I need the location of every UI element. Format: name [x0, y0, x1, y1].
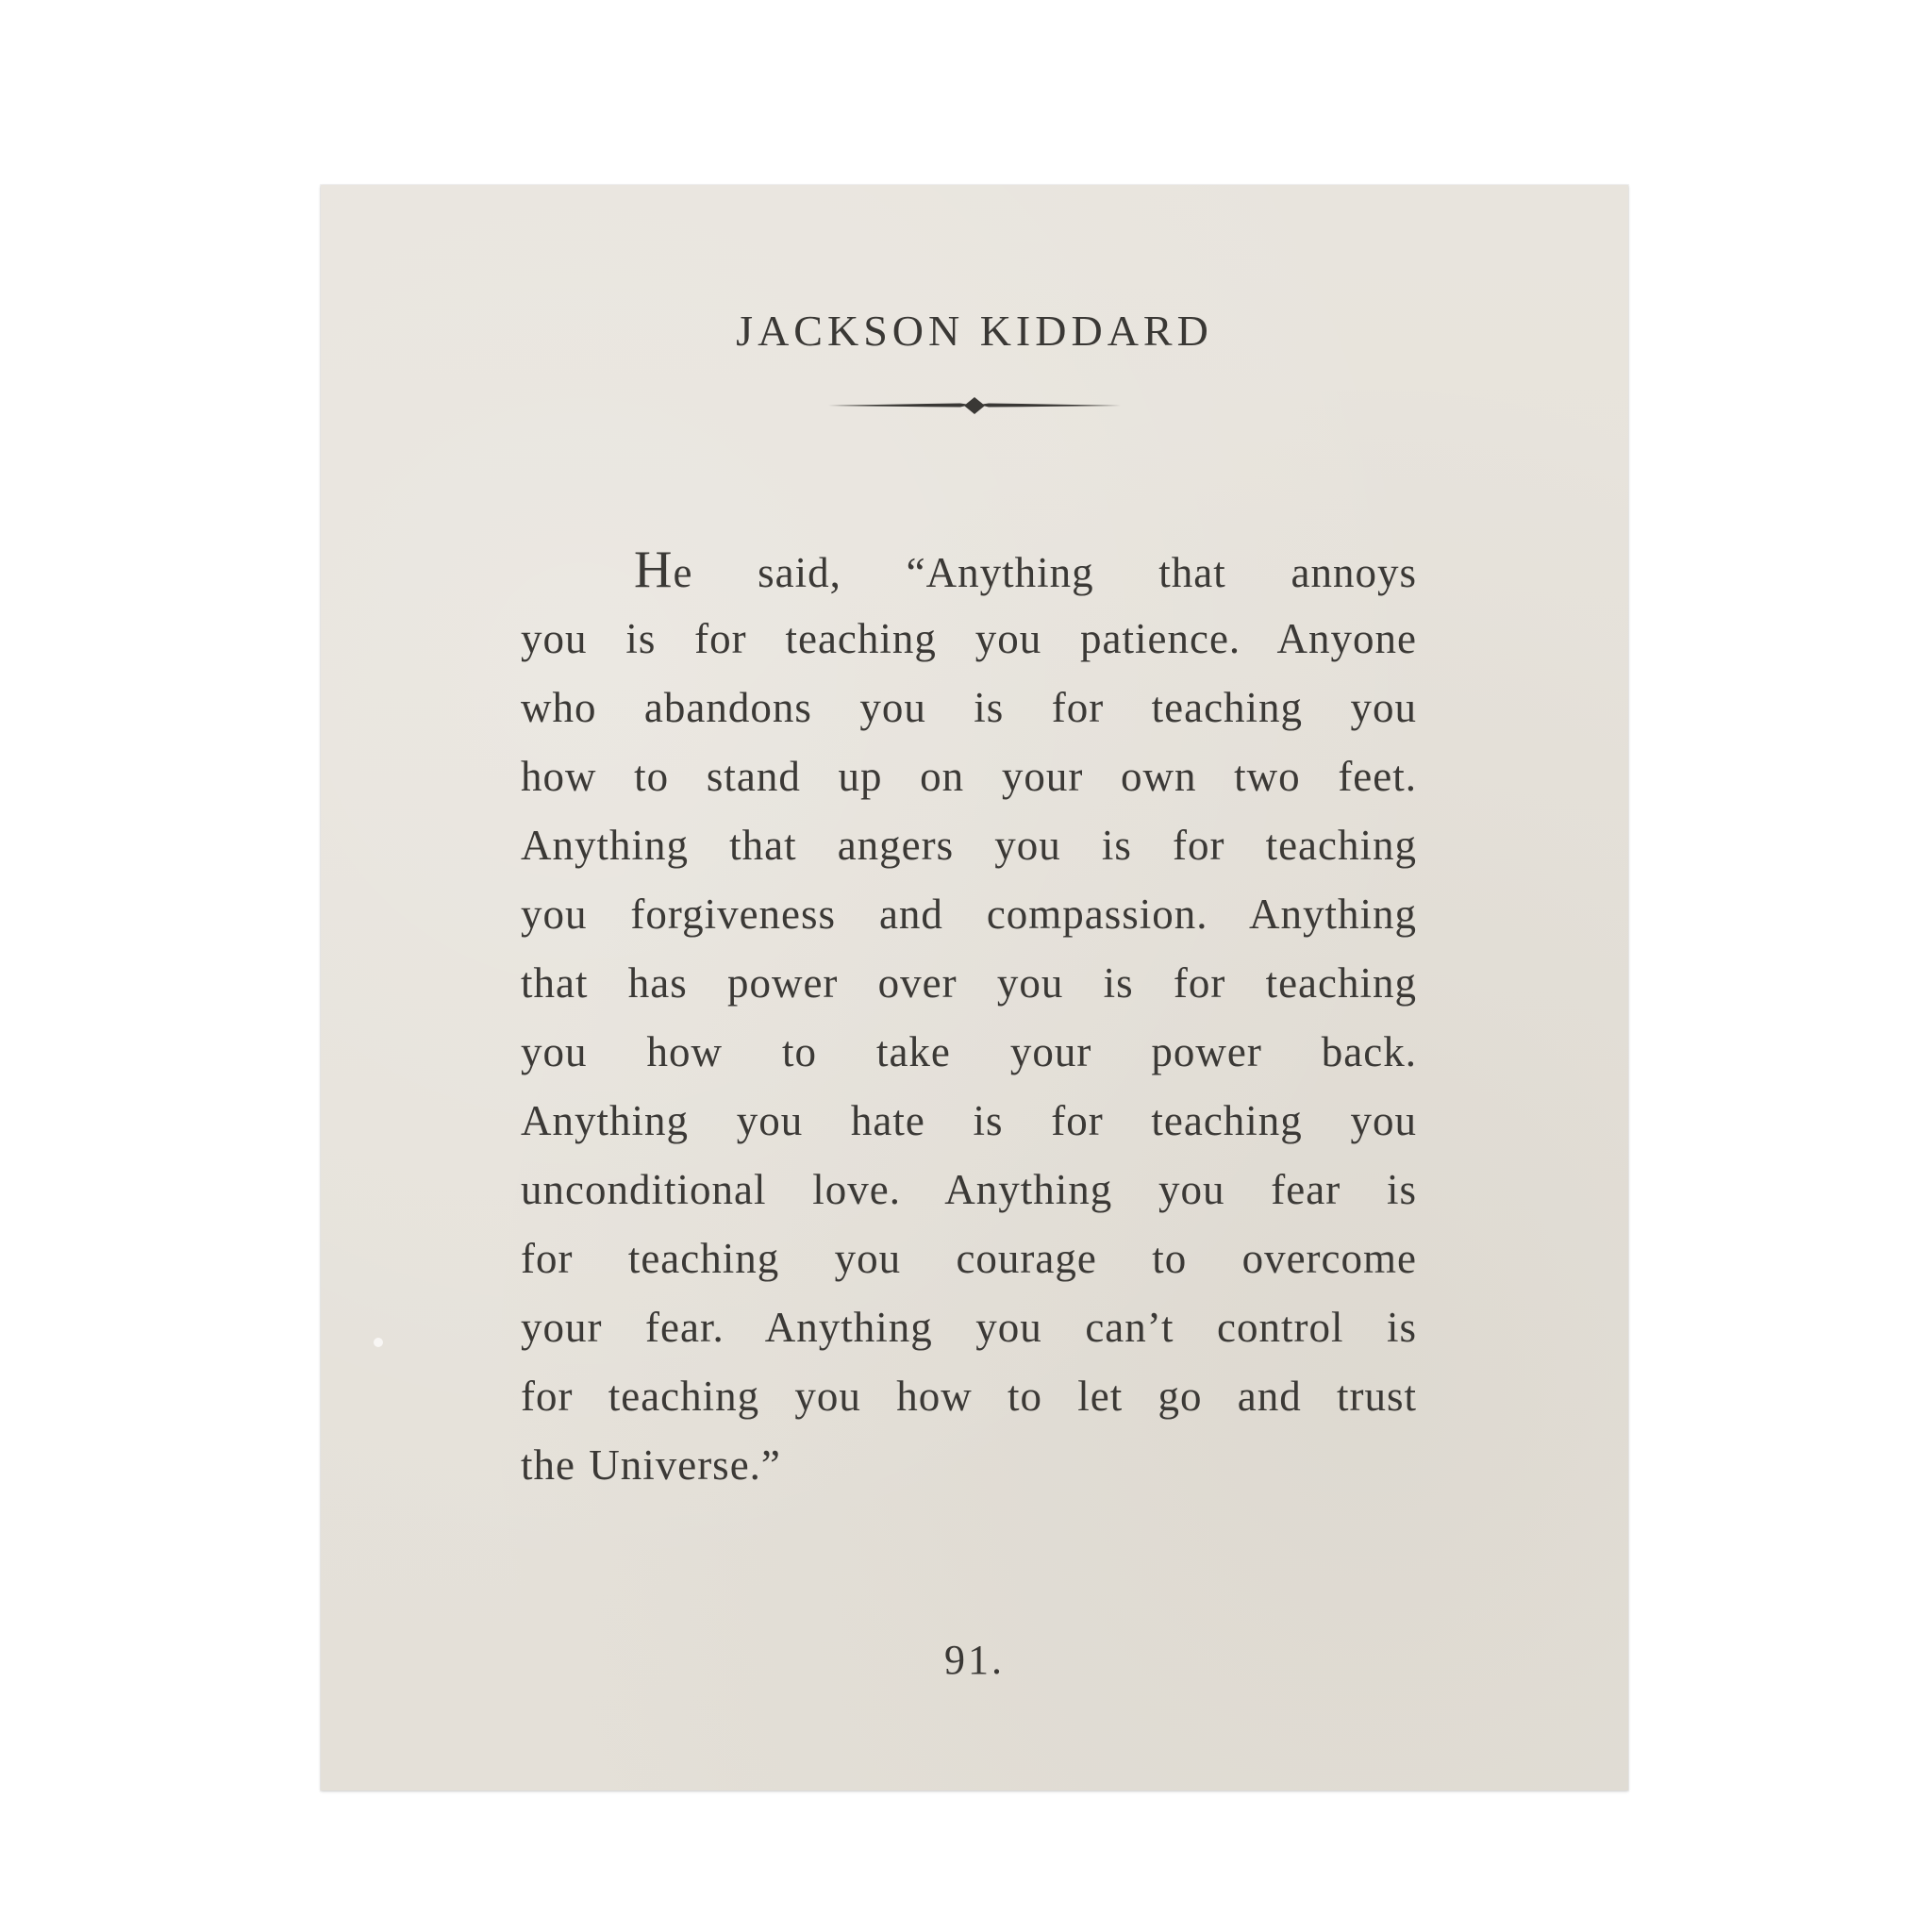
author-heading: JACKSON KIDDARD	[736, 307, 1213, 355]
drop-cap: H	[634, 541, 674, 599]
page-number: 91.	[944, 1637, 1005, 1683]
drop-cap-rest: e	[673, 549, 693, 596]
quote-line-9: Anything you hate is for teaching you	[521, 1097, 1417, 1144]
quote-line-12: your fear. Anything you can’t control is	[521, 1304, 1417, 1351]
quote-line-5: Anything that angers you is for teaching	[521, 822, 1417, 869]
quote-line-13: for teaching you how to let go and trust	[521, 1373, 1417, 1420]
quote-line-14: the Universe.”	[521, 1441, 781, 1489]
quote-line-4: how to stand up on your own two feet.	[521, 753, 1417, 800]
quote-line-1	[521, 536, 1417, 605]
book-page	[321, 185, 1628, 1790]
divider-diamond-icon	[828, 394, 1121, 417]
quote-line-6: you forgiveness and compassion. Anything	[521, 891, 1417, 938]
quote-line-3: who abandons you is for teaching you	[521, 684, 1417, 731]
quote-line-8: you how to take your power back.	[521, 1028, 1417, 1075]
quote-line-1-text: said, “Anything that annoys	[692, 549, 1417, 596]
quote-line-11: for teaching you courage to overcome	[521, 1235, 1417, 1282]
quote-line-10: unconditional love. Anything you fear is	[521, 1166, 1417, 1213]
quote-paragraph	[521, 536, 1417, 1500]
paper-speck	[374, 1338, 383, 1347]
quote-line-2: you is for teaching you patience. Anyone	[521, 615, 1417, 662]
quote-line-7: that has power over you is for teaching	[521, 959, 1417, 1007]
